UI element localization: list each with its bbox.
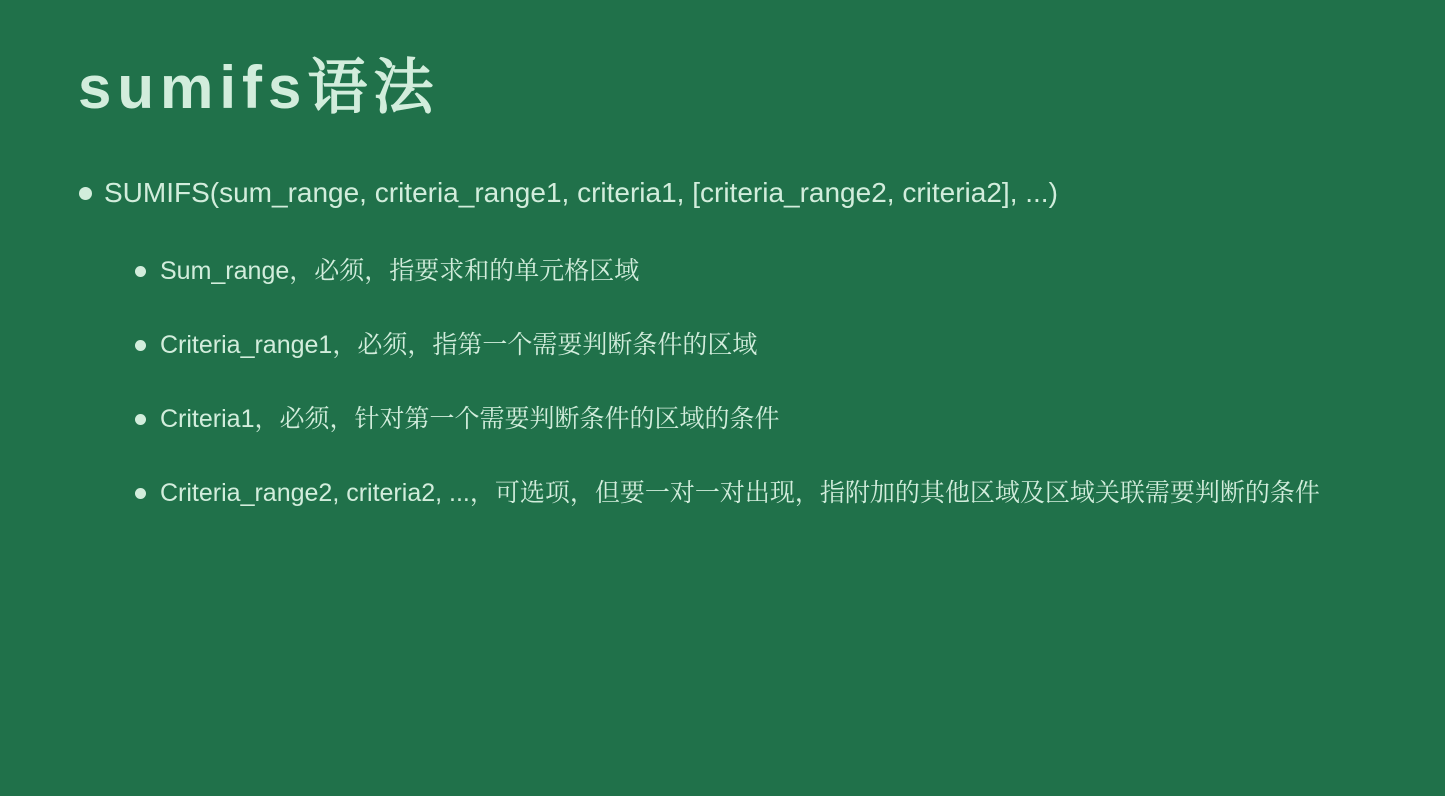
sub-bullet-item: [135, 387, 1411, 452]
sub-bullet-text: Criteria_range2, criteria2, ...，可选项，但要一对一对出现，指附加的其他区域及区域关联需要判断的条件: [160, 479, 1320, 507]
sub-bullet-item: [135, 313, 1411, 378]
sub-bullet-text: Criteria_range1，必须，指第一个需要判断条件的区域: [160, 331, 758, 359]
bullet-item-formula: [76, 178, 1406, 208]
bullet-icon: [135, 266, 146, 277]
sub-bullet-item: [135, 461, 1411, 526]
sub-bullet-list: [135, 239, 1411, 535]
bullet-icon: [135, 488, 146, 499]
bullet-icon: [135, 414, 146, 425]
sub-bullet-text: Sum_range，必须，指要求和的单元格区域: [160, 257, 640, 285]
formula-bullet-text: SUMIFS(sum_range, criteria_range1, criteria1, [criteria_range2, criteria2], ...): [104, 177, 1058, 208]
sub-bullet-item: [135, 239, 1411, 304]
bullet-icon: [135, 340, 146, 351]
bullet-icon: [79, 187, 92, 200]
sub-bullet-text: Criteria1，必须，针对第一个需要判断条件的区域的条件: [160, 405, 780, 433]
page-title: sumifs语法: [78, 54, 440, 121]
